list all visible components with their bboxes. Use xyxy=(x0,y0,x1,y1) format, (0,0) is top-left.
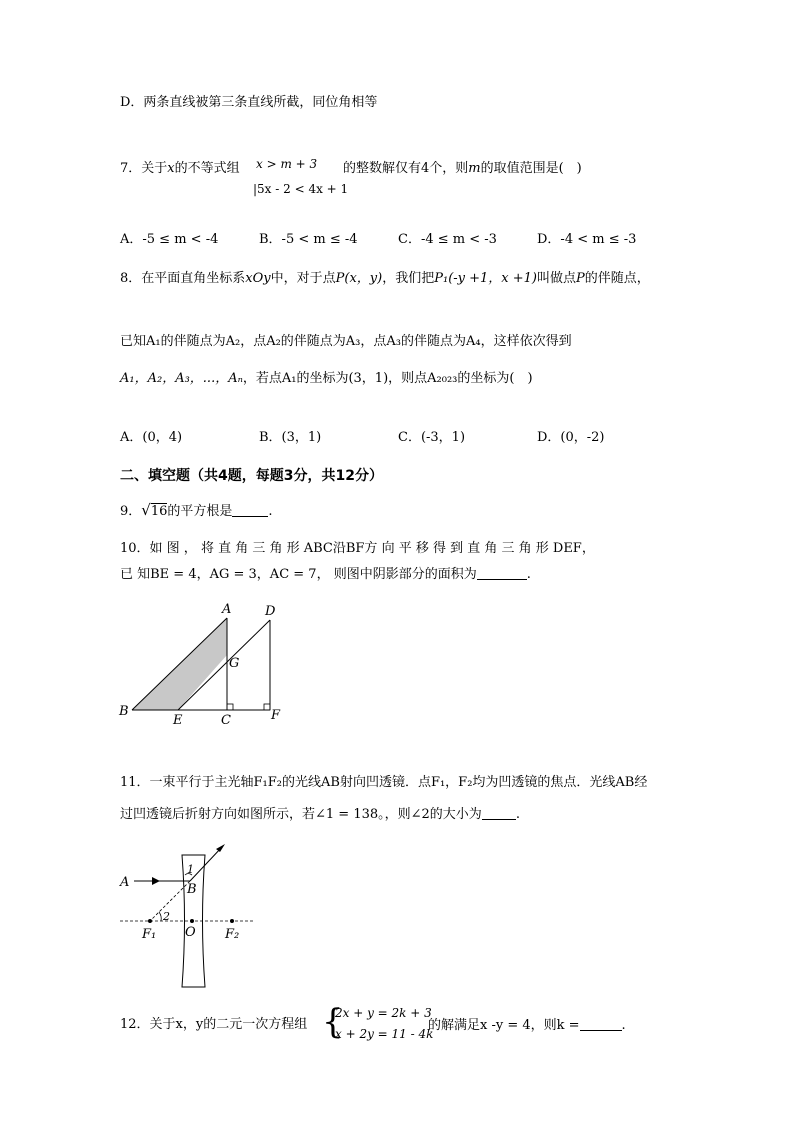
label-c: C xyxy=(221,713,231,728)
label-f2: F₂ xyxy=(225,927,240,942)
q12-stem-b: 的解满足x -y = 4，则k = . xyxy=(428,1018,626,1033)
q8-option-d: D．(0，-2) xyxy=(537,430,605,445)
q8-line-3: A₁，A₂，A₃，...，Aₙ，若点A₁的坐标为(3，1)，则点A₂₀₂₃的坐标为( ) xyxy=(120,371,533,386)
q7-option-c: C．-4 ≤ m < -3 xyxy=(398,232,497,247)
q7-option-a: A．-5 ≤ m < -4 xyxy=(120,232,219,247)
q9-stem: 9．√16的平方根是 . xyxy=(120,501,273,519)
q11-answer-blank xyxy=(482,805,516,820)
label-a: A xyxy=(222,602,232,617)
q11-line-2: 过凹透镜后折射方向如图所示，若∠1 = 138。，则∠2的大小为 . xyxy=(120,807,520,822)
q7-stem: 7．关于x的不等式组 xyxy=(120,161,240,176)
q10-line-1: 10．如 图 ， 将 直 角 三 角 形 ABC沿BF方 向 平 移 得 到 直 角 三 角 形 DEF， xyxy=(120,541,595,556)
q8-line-1: 8．在平面直角坐标系xOy中，对于点P(x，y)，我们把P₁(-y +1，x +1)叫做点P的伴随点， xyxy=(120,271,650,286)
label-g: G xyxy=(229,656,240,671)
q11-line-1: 11．一束平行于主光轴F₁F₂的光线AB射向凹透镜．点F₁，F₂均为凹透镜的焦点．光线AB经 xyxy=(120,775,648,790)
q12-equation-1: 2x + y = 2k + 3 xyxy=(335,1006,432,1020)
q8-option-a: A．(0，4) xyxy=(120,430,183,445)
label-a: A xyxy=(120,875,130,890)
label-b: B xyxy=(119,704,129,719)
q9-answer-blank xyxy=(232,502,268,517)
q12-equation-2: x + 2y = 11 - 4k xyxy=(335,1027,434,1041)
q7-option-b: B．-5 < m ≤ -4 xyxy=(259,232,358,247)
label-b: B xyxy=(187,882,197,897)
label-f1: F₁ xyxy=(142,927,157,942)
label-e: E xyxy=(173,713,183,728)
q10-line-2: 已 知BE = 4，AG = 3，AC = 7， 则图中阴影部分的面积为 . xyxy=(120,567,531,582)
q10-triangle-figure xyxy=(115,598,295,730)
label-angle-1: 1 xyxy=(187,863,194,876)
q11-lens-figure xyxy=(112,840,262,990)
label-angle-2: 2 xyxy=(163,910,170,923)
q7-stem-end: 的整数解仅有4个，则m的取值范围是( ) xyxy=(343,161,582,176)
q7-inequality-1: x > m + 3 xyxy=(256,157,318,171)
q8-line-2: 已知A₁的伴随点为A₂，点A₂的伴随点为A₃，点A₃的伴随点为A₄，这样依次得到 xyxy=(120,334,572,349)
q8-option-c: C．(-3，1) xyxy=(398,430,466,445)
label-o: O xyxy=(185,925,196,940)
q12-answer-blank xyxy=(580,1016,622,1031)
q7-inequality-2: |5x - 2 < 4x + 1 xyxy=(253,182,349,196)
q12-stem-a: 12．关于x，y的二元一次方程组 xyxy=(120,1017,308,1032)
q7-option-d: D．-4 < m ≤ -3 xyxy=(537,232,637,247)
label-f: F xyxy=(271,708,281,723)
label-d: D xyxy=(265,604,276,619)
section-heading: 二、填空题（共4题，每题3分，共12分） xyxy=(120,468,383,484)
q8-option-b: B．(3，1) xyxy=(259,430,322,445)
q12-brace: { xyxy=(322,1002,344,1042)
q10-answer-blank xyxy=(477,565,527,580)
q6-option-d: D．两条直线被第三条直线所截，同位角相等 xyxy=(120,95,378,110)
